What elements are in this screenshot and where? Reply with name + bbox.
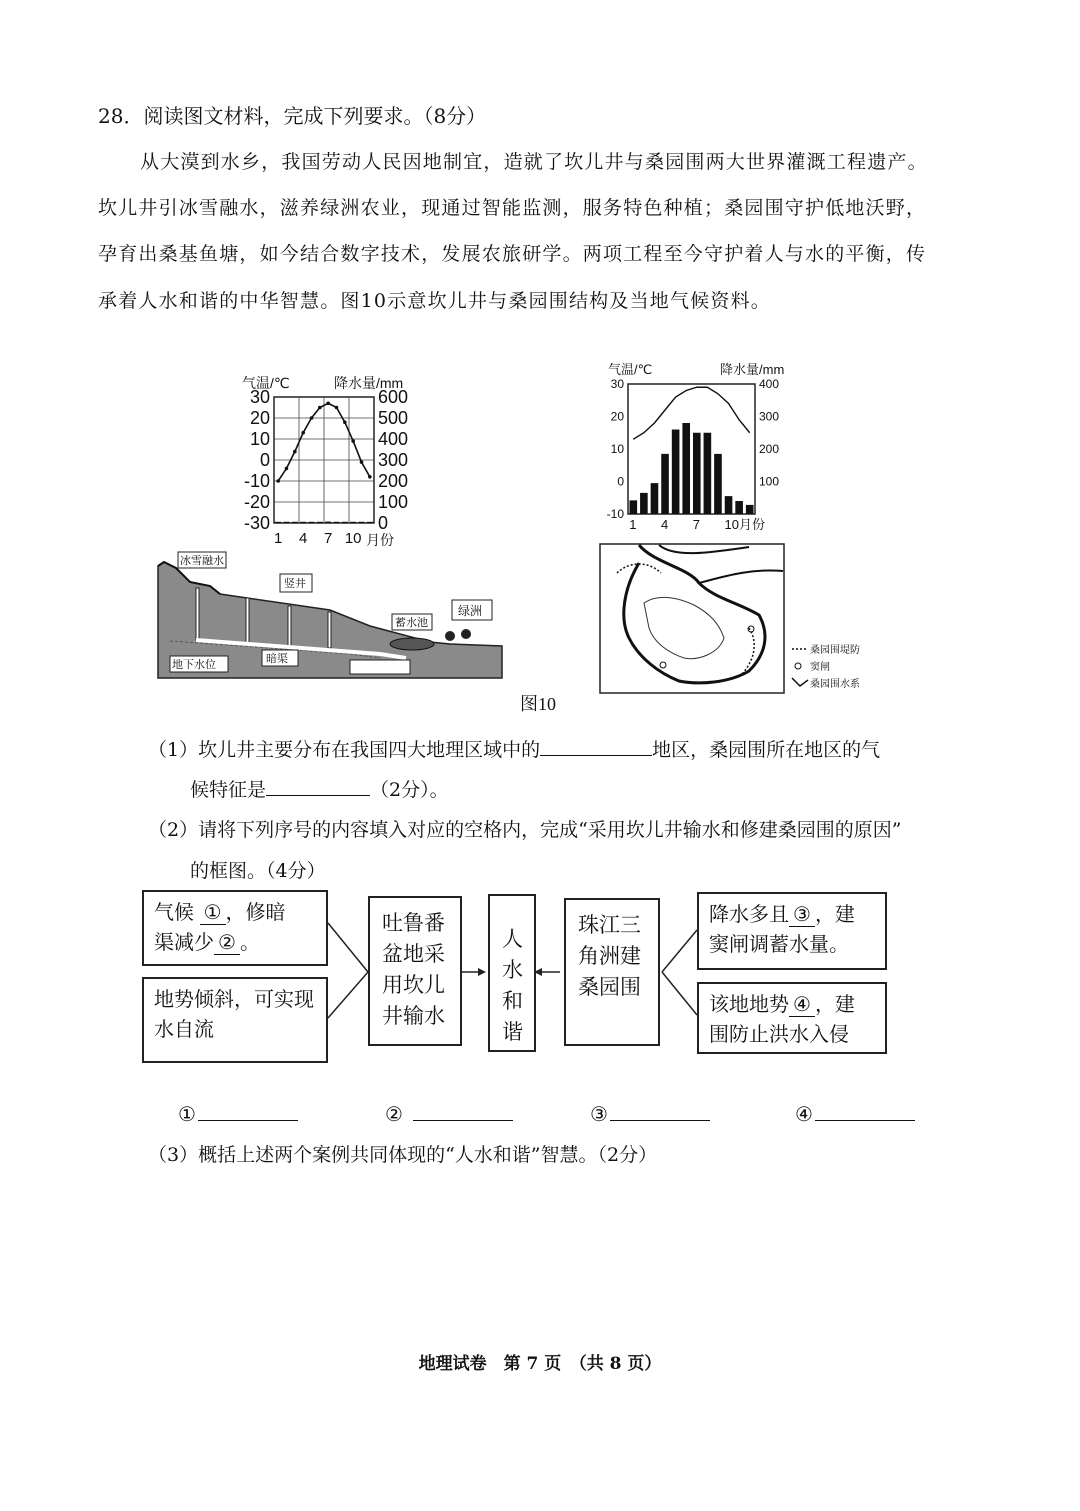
answer-3 (590, 1100, 710, 1126)
left-month-tick: 7 (323, 530, 333, 547)
blank-mark-4: ④ (789, 994, 815, 1017)
left-temp-tick: 0 (259, 450, 270, 470)
answer-2 (385, 1100, 513, 1126)
answer-1-blank[interactable] (198, 1100, 298, 1121)
left-precip-bar (284, 522, 290, 523)
left-temp-point (335, 406, 339, 410)
label-oasis: 绿洲 (458, 604, 483, 618)
answer-2-label: ② (385, 1102, 403, 1126)
right-month-tick: 4 (661, 517, 669, 532)
legend-sluice-label: 窦闸 (810, 662, 830, 673)
shaft-4 (328, 612, 331, 648)
arrow-left-head (478, 968, 486, 976)
right-temp-tick: -10 (606, 507, 624, 521)
box5-text-b: ，建 (814, 904, 855, 926)
left-temp-tick: 10 (249, 429, 270, 449)
q1-text-a: （1）坎儿井主要分布在我国四大地理区域中的 (148, 739, 541, 761)
shaft-1 (196, 588, 199, 640)
left-temp-point (285, 467, 289, 471)
connector-box5-box4 (662, 930, 697, 972)
left-temp-tick: 30 (249, 387, 270, 407)
page-footer: 地理试卷 第 7 页 （共 8 页） (418, 1354, 662, 1374)
legend-water-symbol (792, 678, 808, 686)
left-month-tick: 1 (273, 530, 283, 547)
right-month-tick: 7 (692, 517, 701, 532)
question-title: 28．阅读图文材料，完成下列要求。（8分） (98, 104, 487, 128)
q1-text-c: 候特征是 (190, 779, 267, 801)
right-temp-tick: 10 (610, 442, 624, 456)
left-gridlines (274, 397, 374, 523)
tree-2 (461, 629, 471, 639)
q1-blank-region[interactable] (540, 735, 652, 756)
connector-box1-box3 (328, 923, 368, 972)
q1-text-d: （2分）。 (370, 779, 449, 801)
right-temp-tick: 30 (610, 377, 624, 391)
paragraph-line-2: 坎儿井引冰雪融水，滋养绿洲农业，现通过智能监测，服务特色种植；桑园围守护低地沃野， (98, 197, 927, 219)
right-precip-bar (693, 433, 701, 514)
flow-box-lowland (697, 982, 887, 1054)
right-precip-tick: 300 (759, 409, 780, 424)
box1-text-a: 气候 (154, 902, 194, 924)
right-temp-line (633, 387, 749, 439)
right-temp-ticks (607, 377, 625, 521)
right-precip-tick: 200 (759, 442, 780, 456)
box1-text-d: 。 (239, 932, 260, 954)
tree-1 (445, 631, 455, 641)
connector-box2-box3 (328, 972, 368, 1018)
left-precip-tick: 0 (378, 513, 389, 533)
answer-1-label: ① (178, 1102, 196, 1126)
answer-4-label: ④ (795, 1102, 813, 1126)
left-temp-point (343, 420, 347, 424)
q1-line-1 (148, 735, 880, 762)
left-temp-tick: -30 (243, 513, 270, 533)
legend-sluice-symbol (795, 663, 801, 669)
q2-line-2: 的框图。（4分） (190, 860, 326, 882)
blank-mark-2: ② (214, 932, 240, 955)
flow-box-terrain: 地势倾斜，可实现水自流 (142, 977, 328, 1063)
left-precip-bar (292, 522, 298, 523)
left-precip-bar (350, 522, 356, 523)
reservoir-pond (390, 638, 434, 650)
legend-water-label: 桑园围水系 (810, 679, 860, 690)
right-temp-axis-label: 气温/℃ (608, 362, 653, 377)
left-month-unit: 月份 (366, 532, 394, 548)
left-precip-bar (317, 522, 323, 523)
shaft-2 (246, 598, 249, 643)
left-temp-ticks (244, 387, 270, 533)
right-month-tick: 1 (629, 517, 637, 532)
flow-box-pearl-delta: 珠江三角洲建桑园围 (564, 898, 660, 1046)
left-temp-tick: -10 (243, 471, 270, 491)
right-precip-bar (672, 430, 680, 515)
left-month-ticks (274, 530, 362, 547)
box6-text-c: 围防止洪水入侵 (709, 1024, 849, 1046)
flow-box-climate (142, 890, 328, 966)
answer-2-blank[interactable] (413, 1100, 513, 1121)
q1-text-b: 地区，桑园围所在地区的气 (652, 739, 881, 761)
right-precip-axis-label: 降水量/mm (720, 362, 785, 377)
answer-4 (795, 1100, 915, 1126)
left-precip-tick: 400 (378, 429, 409, 449)
connector-box6-box4 (662, 972, 697, 1015)
paragraph-line-1: 从大漠到水乡，我国劳动人民因地制宜，造就了坎儿井与桑园围两大世界灌溉工程遗产。 (140, 151, 928, 173)
label-reservoir: 蓄水池 (395, 617, 428, 629)
left-precip-bar (325, 522, 331, 523)
right-month-ticks (629, 517, 765, 532)
right-precip-ticks (759, 377, 779, 489)
right-temp-tick: 0 (617, 474, 624, 489)
left-precip-axis-label: 降水量/mm (334, 375, 404, 391)
right-precip-bar (704, 433, 712, 514)
q1-blank-climate[interactable] (266, 775, 370, 796)
right-precip-bar (735, 501, 743, 514)
left-precip-bar (367, 522, 373, 523)
figure-caption: 图10 (520, 694, 556, 714)
blank-mark-3: ③ (789, 904, 815, 927)
paragraph-line-4: 承着人水和谐的中华智慧。图10示意坎儿井与桑园围结构及当地气候资料。 (98, 290, 771, 312)
reservoir-block (350, 660, 410, 674)
box1-text-c: 渠减少 (154, 932, 214, 954)
left-temp-point (301, 431, 305, 435)
box5-text-a: 降水多且 (709, 904, 789, 926)
answer-3-blank[interactable] (610, 1100, 710, 1121)
left-temp-tick: -20 (243, 492, 270, 512)
left-precip-bar (275, 522, 281, 523)
left-temp-point (293, 450, 297, 454)
right-precip-bar (651, 483, 659, 514)
left-precip-tick: 600 (378, 387, 409, 407)
legend-dyke-label: 桑园围堤防 (810, 645, 860, 656)
left-precip-ticks (378, 387, 408, 533)
q1-line-2 (190, 775, 449, 802)
left-precip-bar (309, 522, 315, 523)
box1-text-b: ，修暗 (225, 902, 286, 924)
right-precip-tick: 400 (759, 377, 780, 391)
right-month-tick: 10月份 (724, 517, 766, 532)
flow-box-harmony: 人水和谐 (488, 894, 536, 1052)
right-precip-bar (629, 500, 637, 514)
left-temp-axis-label: 气温/℃ (242, 375, 290, 391)
left-temp-point (276, 479, 280, 483)
label-groundwater: 地下水位 (172, 659, 216, 671)
left-temp-point (351, 439, 355, 443)
pearl-delta-climate-chart (598, 356, 798, 536)
map-legend (790, 640, 900, 694)
box6-text-b: ，建 (814, 994, 855, 1016)
left-temp-point (360, 460, 364, 464)
flow-box-rainfall (697, 892, 887, 970)
left-precip-tick: 300 (378, 450, 409, 470)
right-precip-bar (682, 423, 690, 514)
right-precip-bar (714, 454, 722, 514)
left-temp-point (368, 475, 372, 479)
right-precip-bar (746, 505, 754, 514)
left-precip-bar (359, 522, 365, 523)
blank-mark-1: ① (200, 902, 226, 925)
answer-3-label: ③ (590, 1102, 608, 1126)
q2-line-1: （2）请将下列序号的内容填入对应的空格内，完成“采用坎儿井输水和修建桑园围的原因” (148, 819, 902, 841)
turpan-climate-chart (230, 366, 420, 551)
label-channel: 暗渠 (266, 653, 288, 665)
left-precip-tick: 500 (378, 408, 409, 428)
right-precip-bar (661, 454, 669, 514)
label-meltwater: 冰雪融水 (180, 555, 224, 567)
flow-box-turpan: 吐鲁番盆地采用坎儿井输水 (368, 896, 462, 1046)
answer-1 (178, 1100, 298, 1126)
right-precip-tick: 100 (759, 474, 780, 489)
q3-line: （3）概括上述两个案例共同体现的“人水和谐”智慧。（2分） (148, 1144, 658, 1166)
left-month-tick: 4 (298, 530, 308, 547)
right-temp-tick: 20 (610, 409, 624, 424)
right-precip-bar (640, 493, 648, 514)
left-temp-tick: 20 (249, 408, 270, 428)
left-precip-bar (300, 522, 306, 523)
sangyuanwei-map (599, 543, 785, 694)
box5-text-c: 窦闸调蓄水量。 (709, 934, 849, 956)
left-month-tick: 10 (344, 530, 362, 547)
left-precip-bar (334, 522, 340, 523)
right-temp-curve (633, 387, 749, 439)
left-precip-tick: 200 (378, 471, 409, 491)
left-precip-bar (342, 522, 348, 523)
paragraph-line-3: 孕育出桑基鱼塘，如今结合数字技术，发展农旅研学。两项工程至今守护着人与水的平衡，传 (98, 243, 927, 265)
shaft-3 (288, 606, 291, 646)
left-precip-tick: 100 (378, 492, 409, 512)
left-temp-point (326, 402, 330, 406)
label-shaft: 竖井 (284, 578, 306, 590)
right-precip-bars (629, 423, 753, 514)
right-precip-bar (725, 496, 733, 514)
answer-4-blank[interactable] (815, 1100, 915, 1121)
left-temp-point (310, 416, 314, 420)
left-temp-point (318, 406, 322, 410)
box6-text-a: 该地地势 (709, 994, 789, 1016)
karez-diagram (150, 546, 510, 684)
